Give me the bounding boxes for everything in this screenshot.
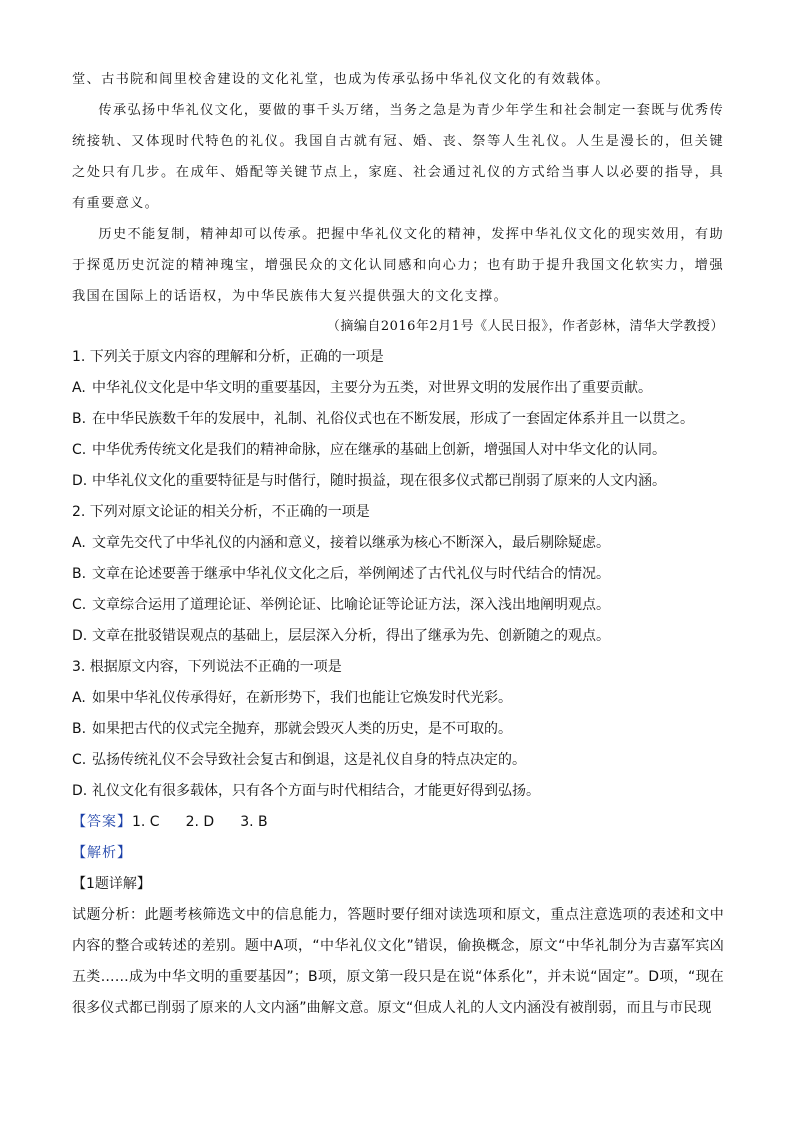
answer-line bbox=[72, 807, 724, 838]
answer-item: 1. C bbox=[132, 814, 160, 830]
option-text: 文章在论述要善于继承中华礼仪文化之后，举例阐述了古代礼仪与时代结合的情况。 bbox=[92, 566, 610, 582]
option-letter: A. bbox=[72, 380, 86, 396]
option-a bbox=[72, 373, 724, 404]
option-text: 文章综合运用了道理论证、举例论证、比喻论证等论证方法，深入浅出地阐明观点。 bbox=[92, 597, 610, 613]
question-stem: 2. 下列对原文论证的相关分析，不正确的一项是 bbox=[72, 504, 370, 520]
option-letter: A. bbox=[72, 535, 86, 551]
option-d bbox=[72, 466, 724, 497]
option-text: 礼仪文化有很多载体，只有各个方面与时代相结合，才能更好得到弘扬。 bbox=[92, 783, 540, 799]
option-b bbox=[72, 559, 724, 590]
answer-item: 3. B bbox=[240, 814, 268, 830]
analysis-text: 试题分析：此题考核筛选文中的信息能力，答题时要仔细对读选项和原文，重点注意选项的表述和文中内容的整合或转述的差别。题中A项，“中华礼仪文化”错误，偷换概念，原文“中华礼制分为吉嘉军宾凶五类……成为中华文明的重要基因”；B项，原文第一段只是在说“体系化”，并未说“固定”。D项，“现在很多仪式都已削弱了原来的人文内涵”曲解文意。原文“但成人礼的人文内涵没有被削弱，而且与市民现 bbox=[72, 907, 724, 1016]
option-text: 弘扬传统礼仪不会导致社会复古和倒退，这是礼仪自身的特点决定的。 bbox=[92, 752, 526, 768]
detail-title: 【1题详解】 bbox=[72, 876, 151, 892]
option-letter: C. bbox=[72, 442, 87, 458]
passage-paragraph-1: 堂、古书院和闾里校舍建设的文化礼堂，也成为传承弘扬中华礼仪文化的有效载体。 bbox=[72, 72, 610, 87]
option-text: 中华礼仪文化是中华文明的重要基因，主要分为五类，对世界文明的发展作出了重要贡献。 bbox=[92, 380, 652, 396]
answer-tag: 【答案】 bbox=[72, 814, 132, 830]
option-letter: A. bbox=[72, 690, 86, 706]
question-3 bbox=[72, 652, 724, 807]
option-d bbox=[72, 776, 724, 807]
option-text: 文章在批驳错误观点的基础上，层层深入分析，得出了继承为先、创新随之的观点。 bbox=[92, 628, 610, 644]
option-d bbox=[72, 621, 724, 652]
option-letter: C. bbox=[72, 597, 87, 613]
passage-paragraph-3: 历史不能复制，精神却可以传承。把握中华礼仪文化的精神，发挥中华礼仪文化的现实效用，有助于探觅历史沉淀的精神瑰宝，增强民众的文化认同感和向心力；也有助于提升我国文化软实力，增强我国在国际上的话语权，为中华民族伟大复兴提供强大的文化支撑。 bbox=[72, 227, 724, 304]
option-letter: C. bbox=[72, 752, 87, 768]
option-b bbox=[72, 404, 724, 435]
option-a bbox=[72, 683, 724, 714]
option-text: 文章先交代了中华礼仪的内涵和意义，接着以继承为核心不断深入，最后剔除疑虑。 bbox=[92, 535, 610, 551]
option-letter: B. bbox=[72, 411, 87, 427]
option-letter: B. bbox=[72, 566, 87, 582]
passage-source: （摘编自2016年2月1号《人民日报》，作者彭林，清华大学教授） bbox=[326, 319, 724, 334]
option-c bbox=[72, 435, 724, 466]
option-letter: D. bbox=[72, 783, 88, 799]
analysis-label bbox=[72, 838, 724, 869]
option-letter: D. bbox=[72, 473, 88, 489]
option-a bbox=[72, 528, 724, 559]
question-2 bbox=[72, 497, 724, 652]
option-letter: B. bbox=[72, 721, 87, 737]
passage-paragraph-2: 传承弘扬中华礼仪文化，要做的事千头万绪，当务之急是为青少年学生和社会制定一套既与优秀传统接轨、又体现时代特色的礼仪。我国自古就有冠、婚、丧、祭等人生礼仪。人生是漫长的，但关键之处只有几步。在成年、婚配等关键节点上，家庭、社会通过礼仪的方式给当事人以必要的指导，具有重要意义。 bbox=[72, 103, 724, 211]
option-text: 在中华民族数千年的发展中，礼制、礼俗仪式也在不断发展，形成了一套固定体系并且一以贯之。 bbox=[92, 411, 694, 427]
option-c bbox=[72, 745, 724, 776]
question-stem: 3. 根据原文内容，下列说法不正确的一项是 bbox=[72, 659, 342, 675]
answer-item: 2. D bbox=[185, 814, 215, 830]
option-text: 如果中华礼仪传承得好，在新形势下，我们也能让它焕发时代光彩。 bbox=[92, 690, 512, 706]
option-b bbox=[72, 714, 724, 745]
analysis-tag: 【解析】 bbox=[72, 845, 132, 861]
option-text: 如果把古代的仪式完全抛弃，那就会毁灭人类的历史，是不可取的。 bbox=[92, 721, 512, 737]
option-letter: D. bbox=[72, 628, 88, 644]
question-stem: 1. 下列关于原文内容的理解和分析，正确的一项是 bbox=[72, 349, 384, 365]
option-text: 中华礼仪文化的重要特征是与时偕行，随时损益，现在很多仪式都已削弱了原来的人文内涵。 bbox=[92, 473, 666, 489]
option-text: 中华优秀传统文化是我们的精神命脉，应在继承的基础上创新，增强国人对中华文化的认同。 bbox=[92, 442, 666, 458]
question-1 bbox=[72, 342, 724, 497]
option-c bbox=[72, 590, 724, 621]
document-page bbox=[72, 64, 724, 1024]
